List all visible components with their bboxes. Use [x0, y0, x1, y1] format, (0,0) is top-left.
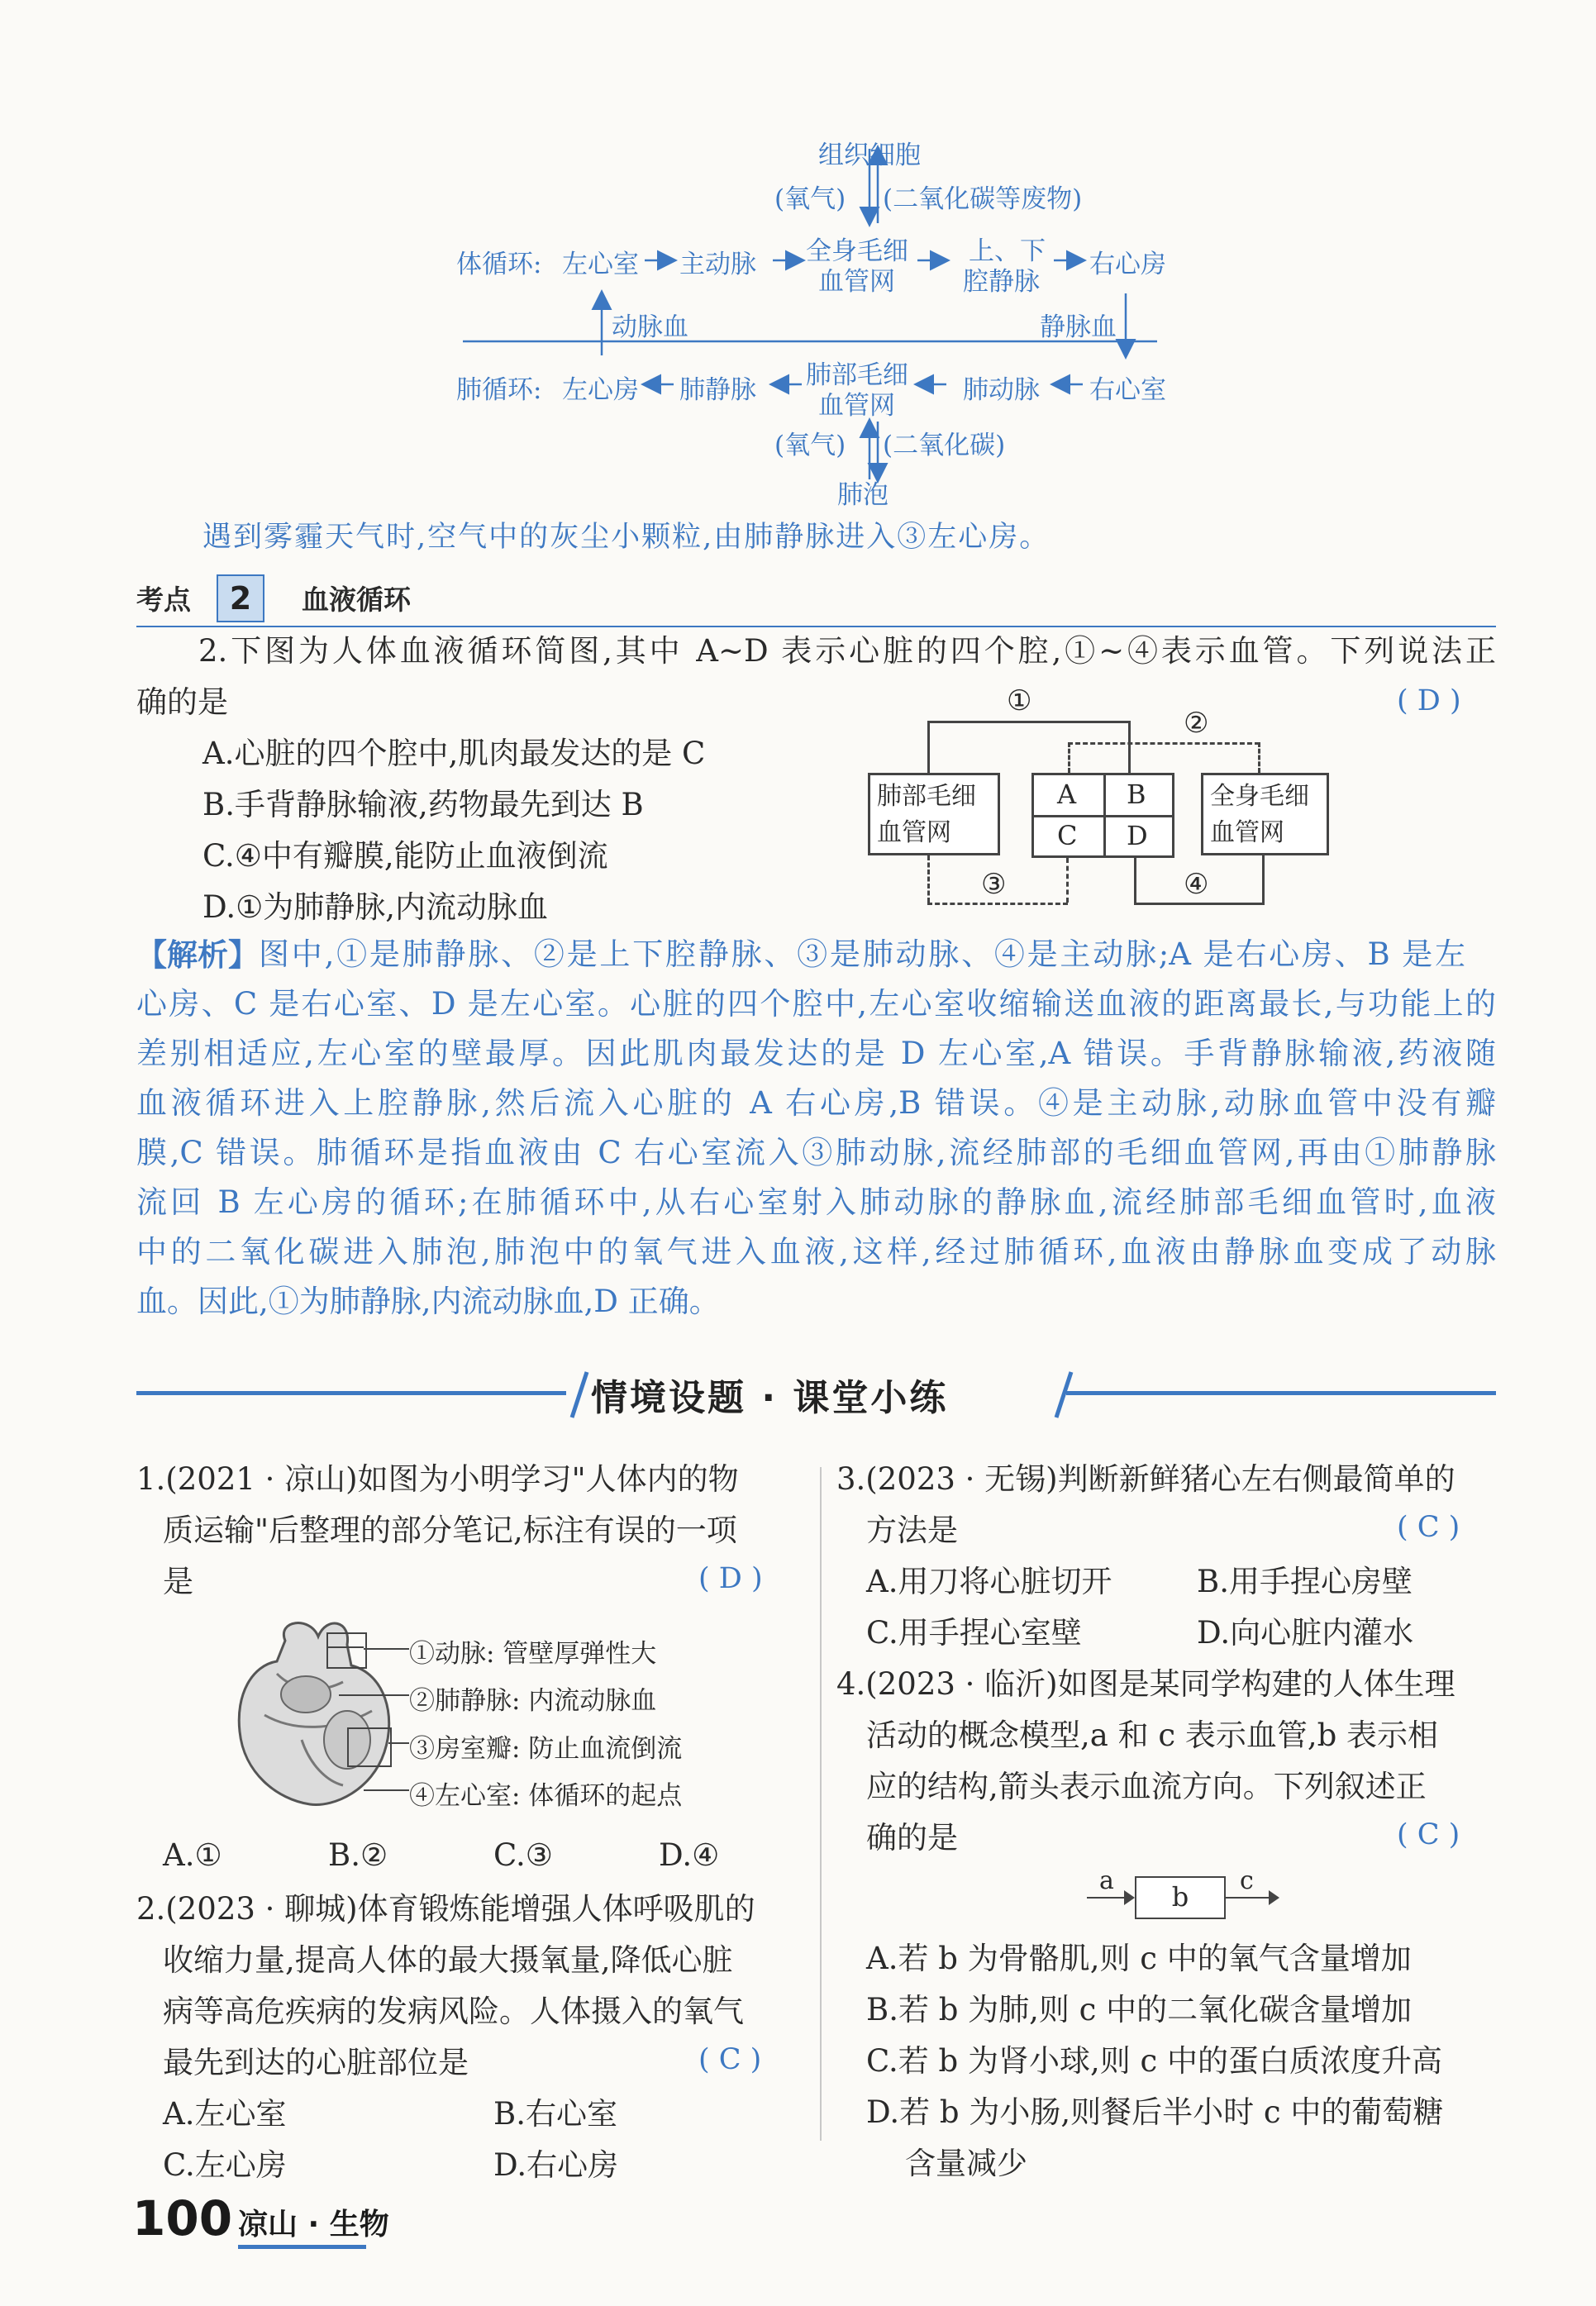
vessel-2-label: ② — [1184, 707, 1209, 740]
analysis-label: 【解析】 — [136, 936, 259, 973]
p2-option-b: B.右心室 — [493, 2096, 617, 2132]
lung-capillary-label-2: 血管网 — [818, 391, 895, 421]
p1-option-c: C.③ — [493, 1837, 553, 1873]
p4-option-d: D.若 b 为小肠,则餐后半小时 c 中的葡萄糖 — [866, 2094, 1444, 2130]
p3-option-b: B.用手捏心房壁 — [1197, 1564, 1413, 1599]
p4-option-a: A.若 b 为骨骼肌,则 c 中的氧气含量增加 — [866, 1941, 1412, 1976]
heart-label-4: ④左心室: 体循环的起点 — [409, 1781, 683, 1811]
p4-option-d-cont: 含量减少 — [905, 2146, 1027, 2181]
q2-analysis-line-1: 【解析】图中,①是肺静脉、②是上下腔静脉、③是肺动脉、④是主动脉;A 是右心房、B 是左 — [136, 930, 1496, 980]
p3-option-c: C.用手捏心室壁 — [866, 1615, 1082, 1651]
p2-option-a: A.左心室 — [163, 2096, 287, 2132]
column-divider — [820, 1467, 822, 2141]
tissue-cell-label: 组织细胞 — [818, 141, 921, 170]
p2-line-1: 2.(2023 · 聊城)体育锻炼能增强人体呼吸肌的 — [136, 1891, 755, 1927]
p1-option-b: B.② — [328, 1837, 388, 1873]
body-capillary-label-1: 全身毛细 — [806, 236, 908, 266]
p2-line-3: 病等高危疾病的发病风险。人体摄入的氧气 — [163, 1994, 744, 2029]
p2-line-4: 最先到达的心脏部位是 — [163, 2045, 469, 2080]
chamber-d: D — [1127, 820, 1148, 851]
p3-line-2: 方法是 — [866, 1513, 958, 1548]
model-c: c — [1240, 1866, 1254, 1895]
p1-line-1: 1.(2021 · 凉山)如图为小明学习"人体内的物 — [136, 1461, 739, 1497]
p3-option-a: A.用刀将心脏切开 — [866, 1564, 1112, 1599]
q2-answer: ( D ) — [1397, 684, 1461, 717]
co2-waste-up-label: (二氧化碳等废物) — [883, 184, 1083, 214]
alveoli-label: 肺泡 — [837, 480, 889, 510]
pulmonary-vein-label: 肺静脉 — [679, 375, 756, 405]
p4-line-2: 活动的概念模型,a 和 c 表示血管,b 表示相 — [866, 1718, 1439, 1753]
p3-answer: ( C ) — [1397, 1511, 1460, 1544]
p1-option-a: A.① — [163, 1837, 222, 1873]
oxygen-down-label: (氧气) — [774, 184, 846, 214]
co2-down-label: (二氧化碳) — [883, 431, 1006, 460]
p1-option-d: D.④ — [659, 1837, 720, 1873]
p4-line-3: 应的结构,箭头表示血流方向。下列叙述正 — [866, 1769, 1427, 1804]
oxygen-up-label: (氧气) — [774, 431, 846, 460]
p4-line-1: 4.(2023 · 临沂)如图是某同学构建的人体生理 — [836, 1666, 1455, 1702]
heart-label-3: ③房室瓣: 防止血流倒流 — [409, 1734, 683, 1764]
pulmonary-artery-label: 肺动脉 — [963, 375, 1040, 405]
chamber-a: A — [1057, 779, 1077, 810]
lung-capillary-box: 肺部毛细 血管网 — [868, 773, 1000, 855]
vessel-3-label: ③ — [981, 868, 1007, 901]
chamber-c: C — [1057, 820, 1078, 851]
q2-analysis-line-2: 心房、C 是右心室、D 是左心室。心脏的四个腔中,左心室收缩输送血液的距离最长,与功能上的 — [136, 986, 1496, 1022]
right-atrium-label: 右心房 — [1089, 250, 1166, 279]
p3-line-1: 3.(2023 · 无锡)判断新鲜猪心左右侧最简单的 — [836, 1461, 1455, 1497]
p2-line-2: 收缩力量,提高人体的最大摄氧量,降低心脏 — [163, 1942, 733, 1978]
p3-option-d: D.向心脏内灌水 — [1197, 1615, 1414, 1651]
section-title: 血液循环 — [302, 584, 411, 616]
p4-option-b: B.若 b 为肺,则 c 中的二氧化碳含量增加 — [866, 1992, 1413, 2027]
q2-analysis-line-7: 中的二氧化碳进入肺泡,肺泡中的氧气进入血液,这样,经过肺循环,血液由静脉血变成了动脉 — [136, 1234, 1496, 1270]
section-number-badge: 2 — [217, 574, 264, 622]
practice-title: 情境设题 · 课堂小练 — [591, 1377, 949, 1419]
q2-option-a: A.心脏的四个腔中,肌肉最发达的是 C — [202, 736, 706, 771]
venous-blood-label: 静脉血 — [1040, 312, 1117, 342]
left-atrium-label: 左心房 — [562, 375, 639, 405]
p4-line-4: 确的是 — [866, 1820, 958, 1856]
q2-stem-line-2: 确的是 — [136, 684, 228, 720]
model-a: a — [1099, 1866, 1114, 1895]
q2-analysis-line-3: 差别相适应,左心室的壁最厚。因此肌肉最发达的是 D 左心室,A 错误。手背静脉输液,药液随 — [136, 1036, 1496, 1071]
body-capillary-label-2: 血管网 — [818, 267, 895, 297]
q2-analysis-line-6: 流回 B 左心房的循环;在肺循环中,从右心室射入肺动脉的静脉血,流经肺部毛细血管时,血液 — [136, 1184, 1496, 1220]
right-ventricle-label: 右心室 — [1089, 375, 1166, 405]
p4-option-c: C.若 b 为肾小球,则 c 中的蛋白质浓度升高 — [866, 2043, 1442, 2079]
q2-analysis-line-8: 血。因此,①为肺静脉,内流动脉血,D 正确。 — [136, 1284, 720, 1319]
q2-analysis-line-4: 血液循环进入上腔静脉,然后流入心脏的 A 右心房,B 错误。④是主动脉,动脉血管中没有瓣 — [136, 1085, 1496, 1121]
heart-label-1: ①动脉: 管壁厚弹性大 — [409, 1639, 657, 1669]
vessel-4-label: ④ — [1184, 868, 1209, 901]
arterial-blood-label: 动脉血 — [612, 312, 688, 342]
q2-option-b: B.手背静脉输液,药物最先到达 B — [202, 787, 644, 822]
book-title: 凉山 · 生物 — [238, 2208, 389, 2242]
footer-underline — [238, 2245, 366, 2249]
p2-answer: ( C ) — [698, 2043, 762, 2076]
q2-stem-line-1: 2.下图为人体血液循环简图,其中 A~D 表示心脏的四个腔,①~④表示血管。下列说法正 — [198, 633, 1496, 669]
p1-answer: ( D ) — [698, 1562, 763, 1595]
left-ventricle-label: 左心室 — [562, 250, 639, 279]
aorta-label: 主动脉 — [679, 250, 756, 279]
section-prefix: 考点 — [136, 584, 191, 616]
p4-answer: ( C ) — [1397, 1818, 1460, 1851]
p2-option-d: D.右心房 — [493, 2147, 619, 2183]
p1-line-3: 是 — [163, 1564, 193, 1599]
heart-label-2: ②肺静脉: 内流动脉血 — [409, 1686, 657, 1716]
p1-line-2: 质运输"后整理的部分笔记,标注有误的一项 — [163, 1513, 737, 1548]
page-number: 100 — [132, 2190, 233, 2246]
q2-option-d: D.①为肺静脉,内流动脉血 — [202, 889, 549, 925]
heart-chambers-box — [1031, 773, 1174, 858]
heart-illustration — [227, 1616, 401, 1810]
smog-note: 遇到雾霾天气时,空气中的灰尘小颗粒,由肺静脉进入③左心房。 — [202, 521, 1051, 554]
q2-analysis-line-5: 膜,C 错误。肺循环是指血液由 C 右心室流入③肺动脉,流经肺部的毛细血管网,再由①肺静脉 — [136, 1135, 1496, 1170]
pulmonary-circulation-label: 肺循环: — [456, 375, 542, 405]
q2-option-c: C.④中有瓣膜,能防止血液倒流 — [202, 838, 608, 874]
body-capillary-box: 全身毛细 血管网 — [1201, 773, 1329, 855]
vena-cava-label-1: 上、下 — [969, 236, 1046, 266]
p2-option-c: C.左心房 — [163, 2147, 287, 2183]
vessel-1-label: ① — [1007, 684, 1032, 717]
vena-cava-label-2: 腔静脉 — [963, 267, 1040, 297]
systemic-circulation-label: 体循环: — [456, 250, 542, 279]
lung-capillary-label-1: 肺部毛细 — [806, 360, 908, 390]
model-b-box: b — [1135, 1876, 1226, 1919]
chamber-b: B — [1127, 779, 1146, 810]
